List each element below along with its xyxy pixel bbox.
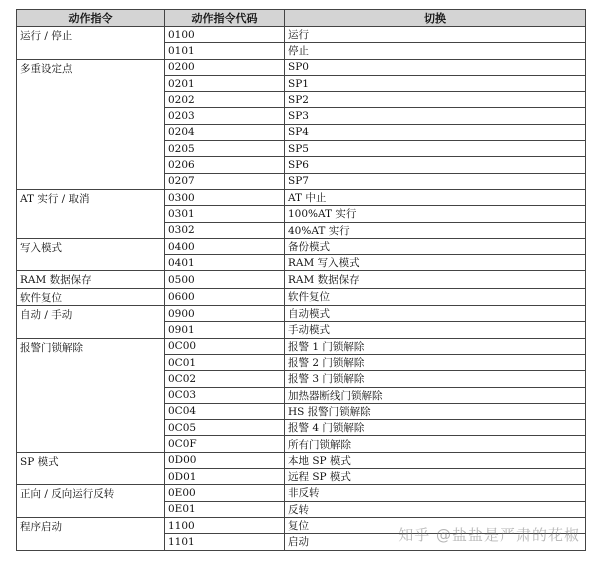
switch-cell: HS 报警门锁解除 — [285, 403, 586, 419]
code-cell: 0C03 — [165, 387, 285, 403]
code-cell: 0E01 — [165, 501, 285, 517]
command-cell: 自动 / 手动 — [17, 306, 165, 339]
code-cell: 0D01 — [165, 469, 285, 485]
code-cell: 0D00 — [165, 452, 285, 468]
code-cell: 0600 — [165, 288, 285, 305]
code-cell: 0206 — [165, 157, 285, 173]
code-cell: 0100 — [165, 27, 285, 43]
switch-cell: SP5 — [285, 141, 586, 157]
switch-cell: SP6 — [285, 157, 586, 173]
switch-cell: 复位 — [285, 517, 586, 533]
switch-cell: SP2 — [285, 92, 586, 108]
table-row — [17, 306, 586, 322]
code-cell: 0202 — [165, 92, 285, 108]
switch-cell: 启动 — [285, 534, 586, 550]
code-cell: 0300 — [165, 189, 285, 205]
switch-cell: SP3 — [285, 108, 586, 124]
command-cell: 软件复位 — [17, 288, 165, 305]
code-cell: 0302 — [165, 222, 285, 238]
switch-cell: AT 中止 — [285, 189, 586, 205]
watermark: 知乎 @盐盐是严肃的花椒 — [398, 526, 580, 544]
header-switch: 切换 — [285, 10, 586, 27]
code-cell: 0205 — [165, 141, 285, 157]
command-cell: 程序启动 — [17, 517, 165, 550]
switch-cell: 非反转 — [285, 485, 586, 501]
switch-cell: 40%AT 实行 — [285, 222, 586, 238]
header-code: 动作指令代码 — [165, 10, 285, 27]
switch-cell: 软件复位 — [285, 288, 586, 305]
switch-cell: 远程 SP 模式 — [285, 469, 586, 485]
command-code-table — [16, 9, 586, 551]
code-cell: 0401 — [165, 255, 285, 271]
code-cell: 0C0F — [165, 436, 285, 452]
code-cell: 0207 — [165, 173, 285, 189]
code-cell: 0901 — [165, 322, 285, 338]
header-command: 动作指令 — [17, 10, 165, 27]
switch-cell: SP1 — [285, 75, 586, 91]
table-row — [17, 485, 586, 501]
code-cell: 0C02 — [165, 371, 285, 387]
code-cell: 0200 — [165, 59, 285, 75]
code-cell: 0400 — [165, 238, 285, 254]
code-cell: 0301 — [165, 206, 285, 222]
switch-cell: 手动模式 — [285, 322, 586, 338]
switch-cell: 自动模式 — [285, 306, 586, 322]
code-cell: 0204 — [165, 124, 285, 140]
command-cell: 多重设定点 — [17, 59, 165, 189]
table-row — [17, 271, 586, 288]
code-cell: 0201 — [165, 75, 285, 91]
table-row — [17, 189, 586, 205]
command-cell: AT 实行 / 取消 — [17, 189, 165, 238]
command-cell: 报警门锁解除 — [17, 338, 165, 452]
switch-cell: 运行 — [285, 27, 586, 43]
switch-cell: 报警 4 门锁解除 — [285, 420, 586, 436]
switch-cell: 反转 — [285, 501, 586, 517]
switch-cell: 本地 SP 模式 — [285, 452, 586, 468]
command-cell: 写入模式 — [17, 238, 165, 271]
switch-cell: 报警 1 门锁解除 — [285, 338, 586, 354]
command-cell: SP 模式 — [17, 452, 165, 485]
switch-cell: 备份模式 — [285, 238, 586, 254]
code-cell: 0C01 — [165, 354, 285, 370]
table-row — [17, 59, 586, 75]
code-cell: 0500 — [165, 271, 285, 288]
table-row — [17, 338, 586, 354]
switch-cell: RAM 数据保存 — [285, 271, 586, 288]
switch-cell: 加热器断线门锁解除 — [285, 387, 586, 403]
table-row — [17, 238, 586, 254]
code-cell: 0E00 — [165, 485, 285, 501]
code-cell: 0203 — [165, 108, 285, 124]
table-header-row — [17, 10, 586, 27]
switch-cell: SP4 — [285, 124, 586, 140]
command-cell: RAM 数据保存 — [17, 271, 165, 288]
command-cell: 正向 / 反向运行反转 — [17, 485, 165, 518]
code-cell: 0900 — [165, 306, 285, 322]
code-cell: 0C05 — [165, 420, 285, 436]
code-cell: 0101 — [165, 43, 285, 59]
switch-cell: 停止 — [285, 43, 586, 59]
table-body — [17, 27, 586, 551]
switch-cell: RAM 写入模式 — [285, 255, 586, 271]
table-row — [17, 288, 586, 305]
switch-cell: 报警 2 门锁解除 — [285, 354, 586, 370]
code-cell: 0C04 — [165, 403, 285, 419]
command-cell: 运行 / 停止 — [17, 27, 165, 60]
table-row — [17, 452, 586, 468]
switch-cell: SP7 — [285, 173, 586, 189]
switch-cell: 所有门锁解除 — [285, 436, 586, 452]
switch-cell: 100%AT 实行 — [285, 206, 586, 222]
code-cell: 1100 — [165, 517, 285, 533]
code-cell: 1101 — [165, 534, 285, 550]
switch-cell: SP0 — [285, 59, 586, 75]
code-cell: 0C00 — [165, 338, 285, 354]
table-row — [17, 27, 586, 43]
switch-cell: 报警 3 门锁解除 — [285, 371, 586, 387]
